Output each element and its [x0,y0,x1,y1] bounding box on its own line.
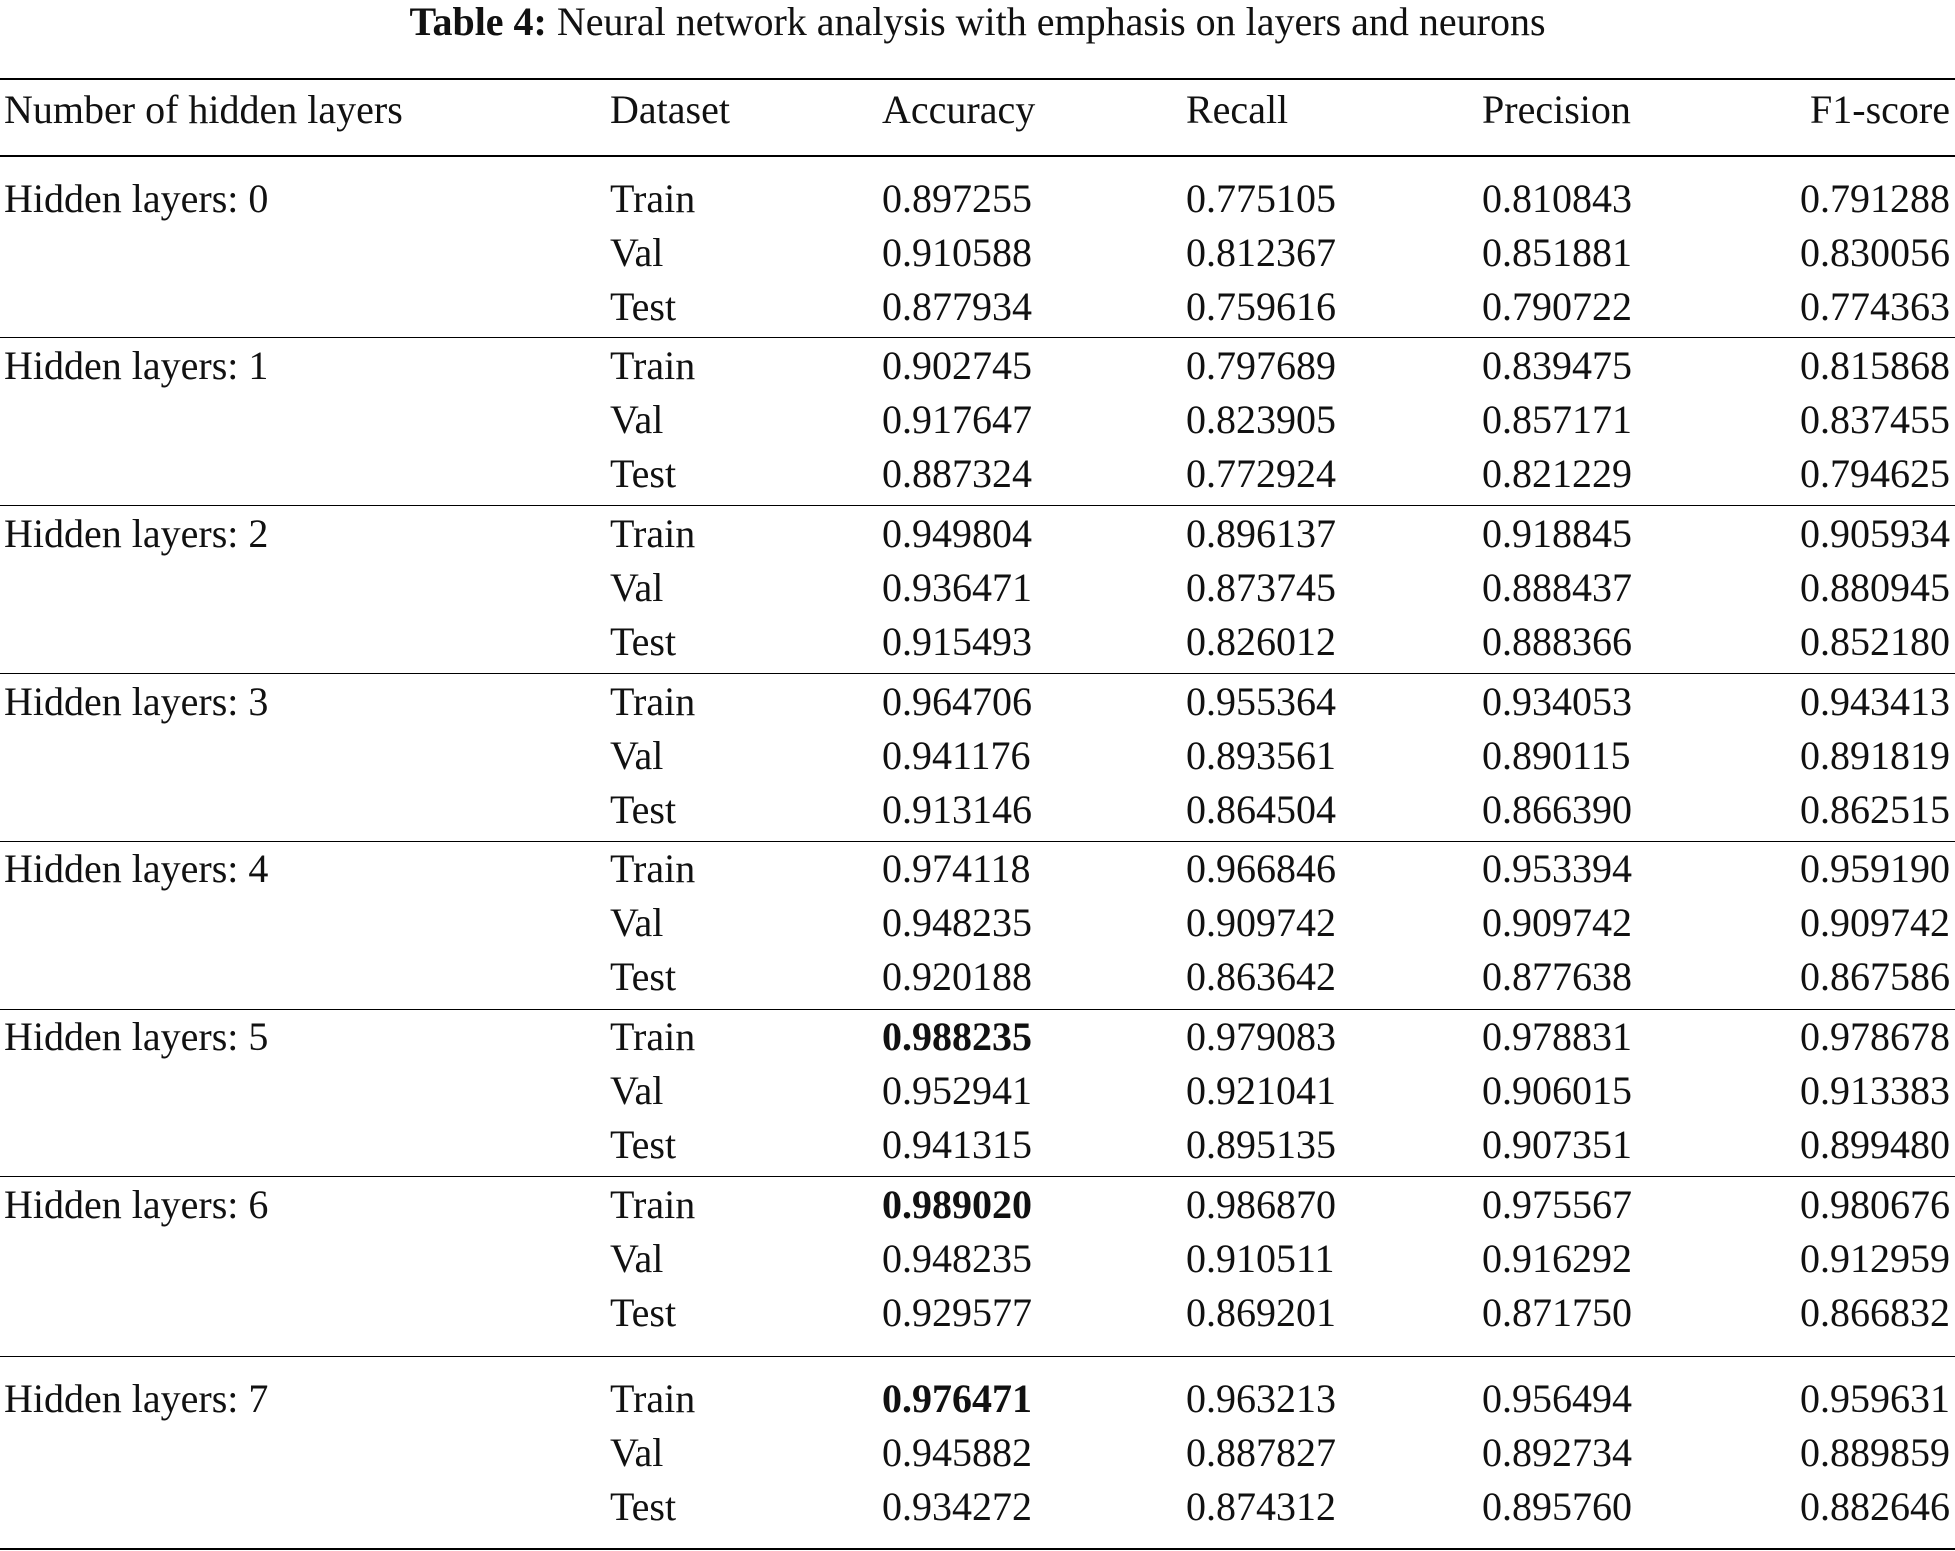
cell-dataset: Test [610,619,677,664]
cell-f1-score: 0.791288 [1800,176,1950,221]
cell-recall: 0.772924 [1186,451,1336,496]
cell-accuracy: 0.948235 [882,900,1032,945]
cell-accuracy: 0.936471 [882,565,1032,610]
group-label: Hidden layers: 6 [4,1182,269,1227]
header-rule [0,155,1955,157]
cell-accuracy: 0.910588 [882,230,1032,275]
cell-accuracy: 0.976471 [882,1376,1032,1421]
cell-accuracy: 0.941315 [882,1122,1032,1167]
cell-dataset: Val [610,397,664,442]
cell-dataset: Train [610,1376,696,1421]
cell-precision: 0.909742 [1482,900,1632,945]
cell-recall: 0.910511 [1186,1236,1335,1281]
caption-text: Neural network analysis with emphasis on layers and neurons [556,0,1546,44]
cell-dataset: Test [610,451,677,496]
cell-precision: 0.857171 [1482,397,1632,442]
cell-f1-score: 0.774363 [1800,284,1950,329]
header-hidden-layers: Number of hidden layers [4,87,403,132]
cell-accuracy: 0.989020 [882,1182,1032,1227]
cell-f1-score: 0.867586 [1800,954,1950,999]
cell-precision: 0.956494 [1482,1376,1632,1421]
cell-f1-score: 0.830056 [1800,230,1950,275]
cell-recall: 0.895135 [1186,1122,1336,1167]
cell-precision: 0.821229 [1482,451,1632,496]
cell-recall: 0.759616 [1186,284,1336,329]
bottom-rule [0,1548,1955,1550]
cell-recall: 0.874312 [1186,1484,1336,1529]
cell-accuracy: 0.887324 [882,451,1032,496]
cell-precision: 0.888437 [1482,565,1632,610]
cell-dataset: Val [610,900,664,945]
cell-dataset: Val [610,733,664,778]
cell-precision: 0.953394 [1482,846,1632,891]
cell-recall: 0.873745 [1186,565,1336,610]
cell-f1-score: 0.899480 [1800,1122,1950,1167]
cell-dataset: Val [610,230,664,275]
cell-recall: 0.775105 [1186,176,1336,221]
cell-f1-score: 0.815868 [1800,343,1950,388]
cell-precision: 0.895760 [1482,1484,1632,1529]
group-label: Hidden layers: 3 [4,679,269,724]
cell-precision: 0.888366 [1482,619,1632,664]
header-dataset: Dataset [610,87,730,132]
group-label: Hidden layers: 4 [4,846,269,891]
cell-recall: 0.979083 [1186,1014,1336,1059]
cell-accuracy: 0.929577 [882,1290,1032,1335]
cell-recall: 0.797689 [1186,343,1336,388]
cell-f1-score: 0.882646 [1800,1484,1950,1529]
cell-dataset: Train [610,1182,696,1227]
cell-dataset: Train [610,846,696,891]
cell-dataset: Train [610,176,696,221]
cell-accuracy: 0.964706 [882,679,1032,724]
cell-precision: 0.790722 [1482,284,1632,329]
cell-accuracy: 0.974118 [882,846,1031,891]
group-separator [0,505,1955,506]
cell-f1-score: 0.794625 [1800,451,1950,496]
cell-precision: 0.918845 [1482,511,1632,556]
cell-recall: 0.823905 [1186,397,1336,442]
cell-f1-score: 0.978678 [1800,1014,1950,1059]
cell-accuracy: 0.988235 [882,1014,1032,1059]
cell-recall: 0.893561 [1186,733,1336,778]
cell-f1-score: 0.862515 [1800,787,1950,832]
table-caption [0,0,1955,48]
cell-dataset: Val [610,1430,664,1475]
cell-f1-score: 0.837455 [1800,397,1950,442]
cell-precision: 0.810843 [1482,176,1632,221]
header-accuracy: Accuracy [882,87,1036,132]
header-recall: Recall [1186,87,1289,132]
group-separator [0,337,1955,338]
cell-accuracy: 0.920188 [882,954,1032,999]
group-separator [0,1356,1955,1357]
cell-accuracy: 0.945882 [882,1430,1032,1475]
cell-accuracy: 0.941176 [882,733,1031,778]
cell-precision: 0.851881 [1482,230,1632,275]
cell-dataset: Test [610,1290,677,1335]
cell-accuracy: 0.902745 [882,343,1032,388]
cell-precision: 0.916292 [1482,1236,1632,1281]
group-separator [0,673,1955,674]
cell-recall: 0.963213 [1186,1376,1336,1421]
cell-accuracy: 0.915493 [882,619,1032,664]
cell-precision: 0.906015 [1482,1068,1632,1113]
cell-recall: 0.864504 [1186,787,1336,832]
cell-accuracy: 0.934272 [882,1484,1032,1529]
cell-dataset: Val [610,565,664,610]
group-separator [0,841,1955,842]
cell-f1-score: 0.959190 [1800,846,1950,891]
cell-accuracy: 0.913146 [882,787,1032,832]
cell-f1-score: 0.891819 [1800,733,1950,778]
group-label: Hidden layers: 1 [4,343,269,388]
header-precision: Precision [1482,87,1631,132]
cell-recall: 0.887827 [1186,1430,1336,1475]
cell-f1-score: 0.866832 [1800,1290,1950,1335]
cell-dataset: Train [610,679,696,724]
group-label: Hidden layers: 0 [4,176,269,221]
cell-recall: 0.921041 [1186,1068,1336,1113]
group-label: Hidden layers: 2 [4,511,269,556]
cell-accuracy: 0.952941 [882,1068,1032,1113]
cell-precision: 0.866390 [1482,787,1632,832]
cell-f1-score: 0.905934 [1800,511,1950,556]
cell-recall: 0.812367 [1186,230,1336,275]
group-separator [0,1009,1955,1010]
cell-recall: 0.896137 [1186,511,1336,556]
cell-f1-score: 0.913383 [1800,1068,1950,1113]
cell-f1-score: 0.943413 [1800,679,1950,724]
cell-recall: 0.909742 [1186,900,1336,945]
cell-f1-score: 0.959631 [1800,1376,1950,1421]
cell-dataset: Train [610,1014,696,1059]
cell-dataset: Val [610,1236,664,1281]
caption-label: Table 4: [409,0,547,44]
cell-precision: 0.877638 [1482,954,1632,999]
group-label: Hidden layers: 7 [4,1376,269,1421]
group-label: Hidden layers: 5 [4,1014,269,1059]
cell-f1-score: 0.880945 [1800,565,1950,610]
cell-dataset: Test [610,954,677,999]
cell-precision: 0.839475 [1482,343,1632,388]
cell-accuracy: 0.948235 [882,1236,1032,1281]
cell-dataset: Test [610,1484,677,1529]
cell-dataset: Test [610,787,677,832]
cell-f1-score: 0.912959 [1800,1236,1950,1281]
cell-precision: 0.871750 [1482,1290,1632,1335]
cell-accuracy: 0.917647 [882,397,1032,442]
cell-dataset: Test [610,1122,677,1167]
cell-recall: 0.966846 [1186,846,1336,891]
cell-dataset: Train [610,511,696,556]
header-f1-score: F1-score [1810,87,1950,132]
cell-f1-score: 0.889859 [1800,1430,1950,1475]
cell-accuracy: 0.897255 [882,176,1032,221]
cell-precision: 0.890115 [1482,733,1631,778]
group-separator [0,1176,1955,1177]
cell-precision: 0.978831 [1482,1014,1632,1059]
cell-precision: 0.934053 [1482,679,1632,724]
cell-precision: 0.907351 [1482,1122,1632,1167]
cell-recall: 0.869201 [1186,1290,1336,1335]
cell-dataset: Train [610,343,696,388]
cell-recall: 0.986870 [1186,1182,1336,1227]
cell-accuracy: 0.877934 [882,284,1032,329]
cell-recall: 0.955364 [1186,679,1336,724]
cell-precision: 0.892734 [1482,1430,1632,1475]
cell-f1-score: 0.852180 [1800,619,1950,664]
cell-recall: 0.826012 [1186,619,1336,664]
cell-recall: 0.863642 [1186,954,1336,999]
cell-dataset: Val [610,1068,664,1113]
top-rule [0,78,1955,80]
cell-dataset: Test [610,284,677,329]
cell-f1-score: 0.980676 [1800,1182,1950,1227]
cell-f1-score: 0.909742 [1800,900,1950,945]
cell-accuracy: 0.949804 [882,511,1032,556]
cell-precision: 0.975567 [1482,1182,1632,1227]
